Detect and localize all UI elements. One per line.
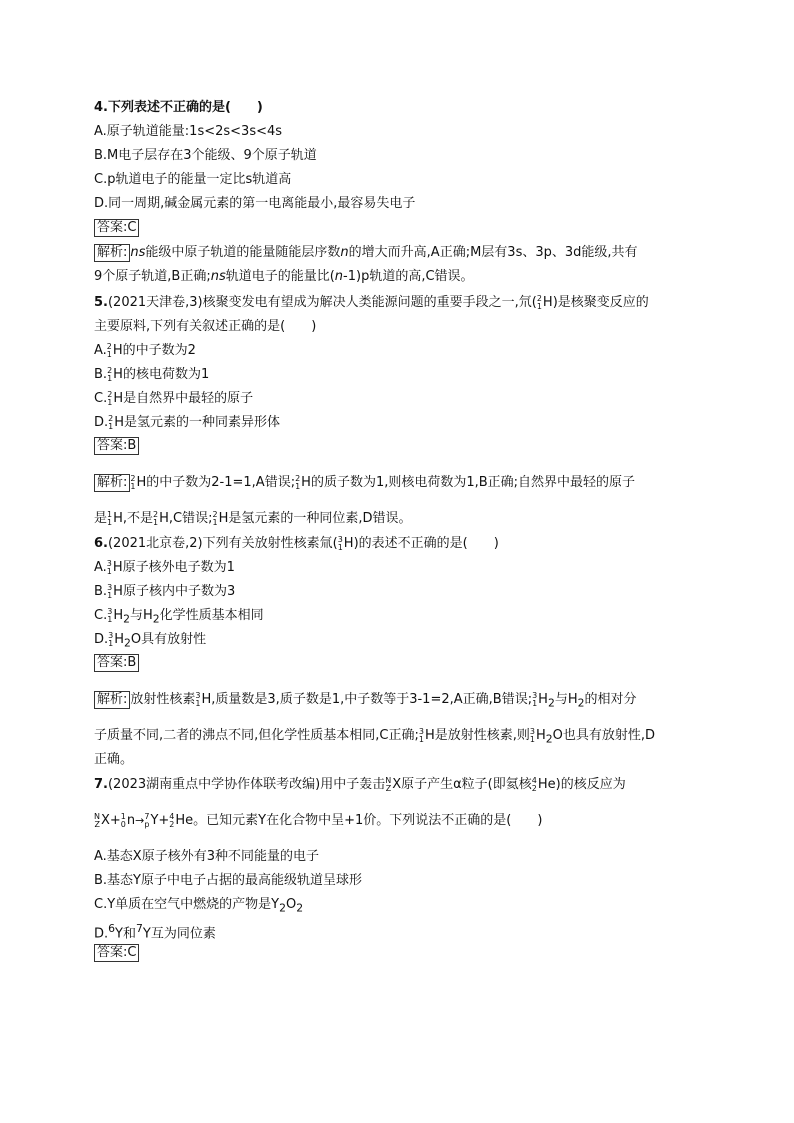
q7-stem-line1: 7.(2023湖南重点中学协作体联考改编)用中子轰击 N Z X原子产生α粒子(即氦核 4 2 He)的核反应为 xyxy=(94,775,626,793)
q6-explanation-line1: 解析: 放射性核素 3 1 H,质量数是3,质子数是1,中子数等于3-1=2,A正确,B错误; 3 1 $H_2$与$H_2$的相对分 xyxy=(94,691,637,713)
q5-option-b: B. 2 1 H的核电荷数为1 xyxy=(94,365,210,383)
q7-option-a: A.基态X原子核外有3种不同能量的电子 xyxy=(94,849,319,864)
q4-explanation-line2: 9个原子轨道,B正确;ns轨道电子的能量比(n-1)p轨道的高,C错误。 xyxy=(94,269,474,284)
q7-answer: 答案:C xyxy=(94,944,139,962)
q4-option-d: D.同一周期,碱金属元素的第一电离能最小,最容易失电子 xyxy=(94,196,416,211)
q6-answer: 答案:B xyxy=(94,654,139,672)
q4-option-c: C.p轨道电子的能量一定比s轨道高 xyxy=(94,172,292,187)
q7-option-b: B.基态Y原子中电子占据的最高能级轨道呈球形 xyxy=(94,873,362,888)
q6-option-d: D. 3 1 $H_2O$具有放射性 xyxy=(94,630,207,650)
q4-option-b: B.M电子层存在3个能级、9个原子轨道 xyxy=(94,148,317,163)
q5-stem-line2: 主要原料,下列有关叙述正确的是( ) xyxy=(94,319,317,334)
q5-explanation-line2: 是 1 1 H,不是 2 1 H,C错误; 2 1 H是氢元素的一种同位素,D错误。 xyxy=(94,509,412,527)
q4-option-a: A.原子轨道能量:1s<2s<3s<4s xyxy=(94,124,283,139)
q6-option-c: C. 3 1 $H_2$与$H_2$化学性质基本相同 xyxy=(94,606,264,626)
q6-explanation-line2: 子质量不同,二者的沸点不同,但化学性质基本相同,C正确; 3 1 H是放射性核素,则 3 1 $H_2O$也具有放射性,D xyxy=(94,726,656,746)
q6-explanation-line3: 正确。 xyxy=(94,752,134,767)
q7-option-c: C.Y单质在空气中燃烧的产物是$Y_2O_2$ xyxy=(94,897,304,915)
q5-explanation-line1: 解析: 2 1 H的中子数为2-1=1,A错误; 2 1 H的质子数为1,则核电荷数为1,B正确;自然界中最轻的原子 xyxy=(94,474,635,492)
q6-stem: 6.(2021北京卷,2)下列有关放射性核素氚( 3 1 H)的表述不正确的是( ) xyxy=(94,534,499,552)
q6-option-a: A. 3 1 H原子核外电子数为1 xyxy=(94,558,235,576)
q4-stem: 4.下列表述不正确的是( ) xyxy=(94,100,263,115)
q5-answer: 答案:B xyxy=(94,437,139,455)
q6-option-b: B. 3 1 H原子核内中子数为3 xyxy=(94,582,236,600)
q5-option-d: D. 2 1 H是氢元素的一种同素异形体 xyxy=(94,413,281,431)
q5-stem-line1: 5.(2021天津卷,3)核聚变发电有望成为解决人类能源问题的重要手段之一,氘( 2 1 H)是核聚变反应的 xyxy=(94,293,649,311)
q7-stem-line2: N Z X+ 1 0 n→ 7 p Y+ 4 2 He。已知元素Y在化合物中呈+1价。下列说法不正确的是( ) xyxy=(94,811,543,829)
q5-option-c: C. 2 1 H是自然界中最轻的原子 xyxy=(94,389,254,407)
q7-option-d: D.$^6$Y和$^7$Y互为同位素 xyxy=(94,922,216,942)
q4-answer: 答案:C xyxy=(94,219,139,237)
q5-option-a: A. 2 1 H的中子数为2 xyxy=(94,341,196,359)
q4-explanation-line1: 解析: ns能级中原子轨道的能量随能层序数n的增大而升高,A正确;M层有3s、3p、3d能级,共有 xyxy=(94,244,638,262)
